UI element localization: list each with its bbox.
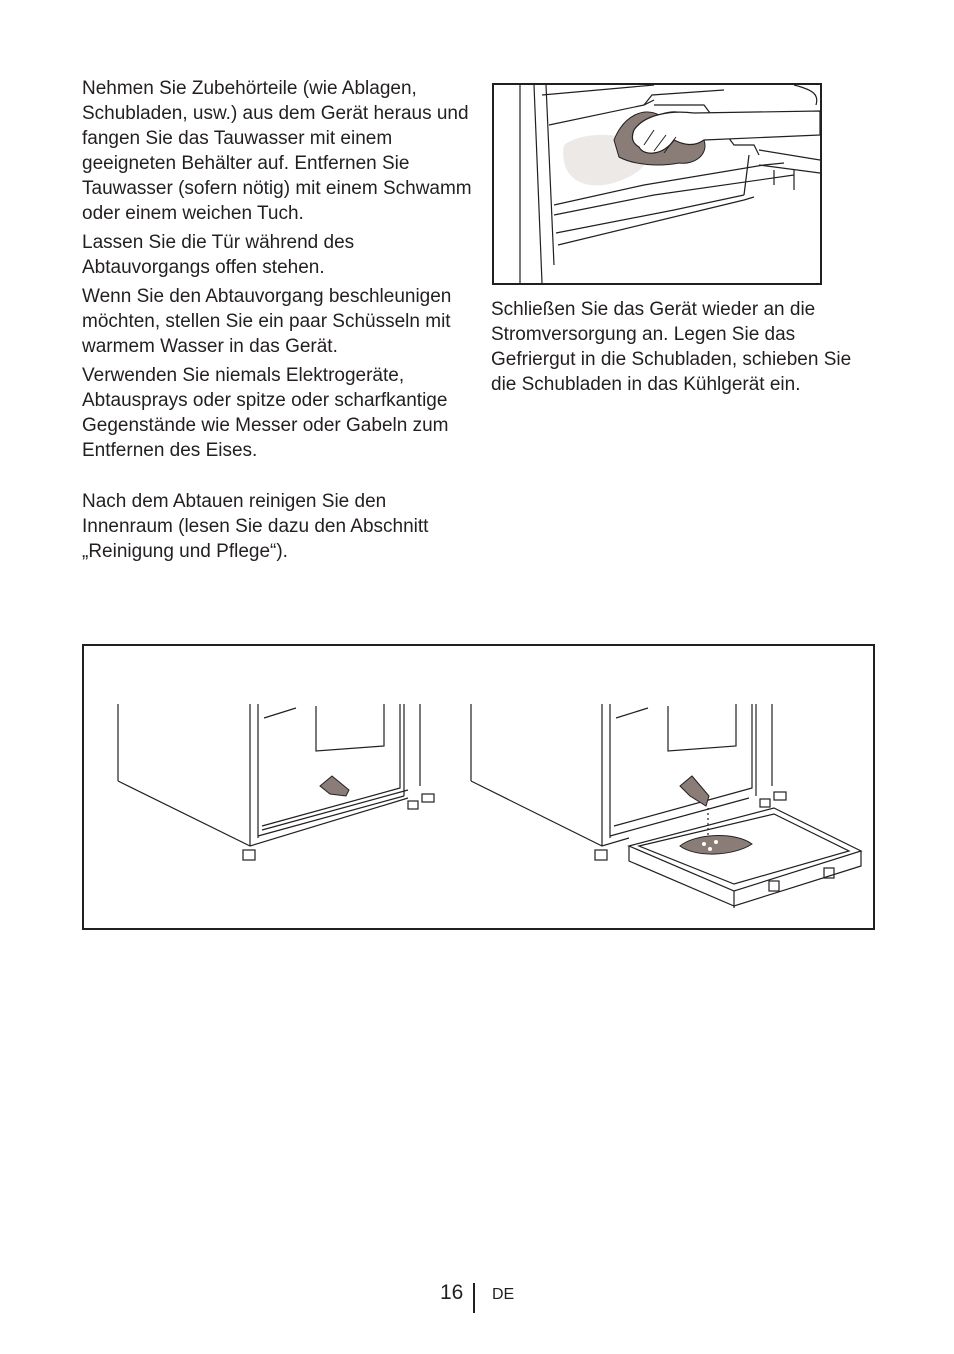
wiping-illustration xyxy=(494,85,820,283)
right-text-column xyxy=(491,297,876,397)
left-text-column xyxy=(82,76,474,568)
figure-drain-spout xyxy=(82,644,875,930)
footer-separator xyxy=(473,1283,475,1313)
drain-illustration xyxy=(84,646,873,928)
figure-wiping-interior xyxy=(492,83,822,285)
paragraph-after-defrost: Nach dem Abtauen reinigen Sie den Innenraum (lesen Sie dazu den Abschnitt „Reinigung und Pflege“). xyxy=(82,491,429,562)
paragraph-warning-tools: Verwenden Sie niemals Elektrogeräte, Abtausprays oder spitze oder scharfkantige Gegenstände wie Messer oder Gabeln zum Entfernen des Eises. xyxy=(82,365,449,461)
paragraph-door-open: Lassen Sie die Tür während des Abtauvorgangs offen stehen. xyxy=(82,232,355,278)
paragraph-speed-up-defrost: Wenn Sie den Abtauvorgang beschleunigen möchten, stellen Sie ein paar Schüsseln mit warmem Wasser in das Gerät. xyxy=(82,286,452,357)
paragraph-remove-accessories: Nehmen Sie Zubehörteile (wie Ablagen, Schubladen, usw.) aus dem Gerät heraus und fangen Sie das Tauwasser mit einem geeigneten Behälter auf. Entfernen Sie Tauwasser (sofern nötig) mit einem Schwamm oder einem weichen Tuch. xyxy=(82,78,472,224)
paragraph-reconnect-power: Schließen Sie das Gerät wieder an die Stromversorgung an. Legen Sie das Gefriergut in die Schubladen, schieben Sie die Schubladen in das Kühlgerät ein. xyxy=(491,299,852,395)
language-code: DE xyxy=(492,1286,515,1303)
page-number: 16 xyxy=(440,1281,464,1304)
